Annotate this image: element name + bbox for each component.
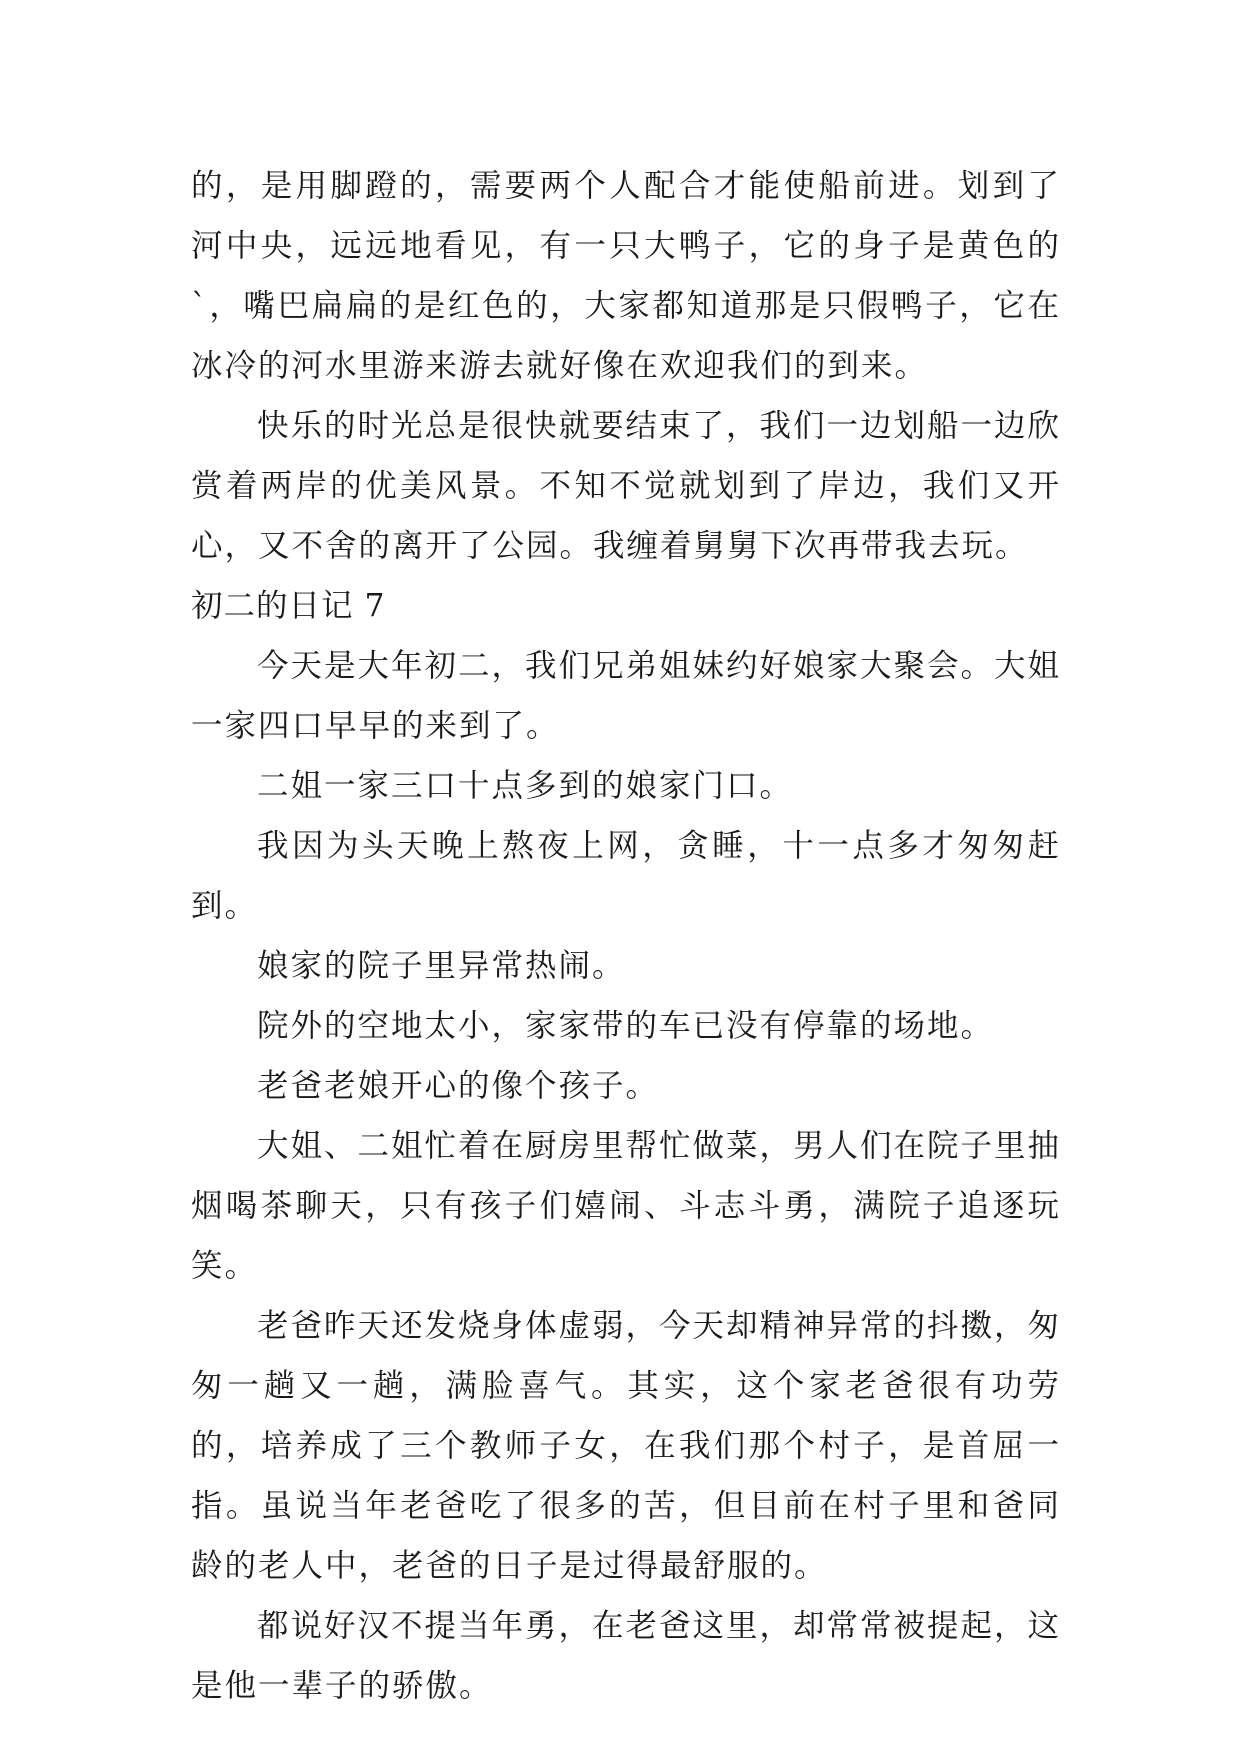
section-heading: 初二的日记 7 [191,588,386,624]
paragraph: 今天是大年初二，我们兄弟姐妹约好娘家大聚会。大姐一家四口早早的来到了。 [191,648,1062,744]
paragraph: 快乐的时光总是很快就要结束了，我们一边划船一边欣赏着两岸的优美风景。不知不觉就划到了岸边，我们又开心，又不舍的离开了公园。我缠着舅舅下次再带我去玩。 [191,408,1062,564]
paragraph-continuation: 的，是用脚蹬的，需要两个人配合才能使船前进。划到了河中央，远远地看见，有一只大鸭子，它的身子是黄色的`，嘴巴扁扁的是红色的，大家都知道那是只假鸭子，它在冰冷的河水里游来游去就好像在欢迎我们的到来。 [191,168,1061,384]
paragraph: 都说好汉不提当年勇，在老爸这里，却常常被提起，这是他一辈子的骄傲。 [191,1608,1062,1704]
paragraph: 老爸老娘开心的像个孩子。 [257,1068,660,1104]
paragraph: 二姐一家三口十点多到的娘家门口。 [257,768,794,804]
paragraph: 院外的空地太小，家家带的车已没有停靠的场地。 [257,1008,995,1044]
paragraph: 大姐、二姐忙着在厨房里帮忙做菜，男人们在院子里抽烟喝茶聊天，只有孩子们嬉闹、斗志斗勇，满院子追逐玩笑。 [191,1128,1062,1284]
paragraph: 娘家的院子里异常热闹。 [257,948,626,984]
paragraph: 老爸昨天还发烧身体虚弱，今天却精神异常的抖擞，匆匆一趟又一趟，满脸喜气。其实，这个家老爸很有功劳的，培养成了三个教师子女，在我们那个村子，是首屈一指。虽说当年老爸吃了很多的苦，但目前在村子里和爸同龄的老人中，老爸的日子是过得最舒服的。 [191,1308,1062,1584]
document-body [191,156,1061,1716]
paragraph: 我因为头天晚上熬夜上网，贪睡，十一点多才匆匆赶到。 [191,828,1061,924]
